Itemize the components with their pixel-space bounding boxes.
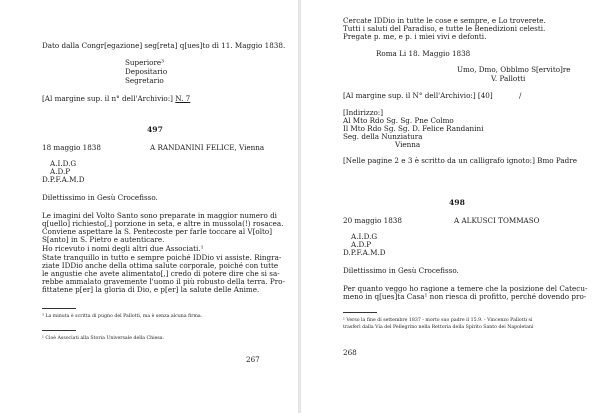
left-page <box>0 0 298 413</box>
address-city: Vienna <box>395 140 421 149</box>
body-line: Le imagini del Volto Santo sono preparate in maggior numero di <box>42 211 277 220</box>
footnote-bottom: ¹ Cioè Associati alla Storia Universale della Chiesa. <box>42 336 165 341</box>
page-number: 267 <box>246 355 260 364</box>
footnote-line: trasferì dalla Via del Pellegrino nella Rettoria della Spirito Santo dei Napoletani <box>343 325 534 330</box>
body-line: Per quanto veggo ho ragione a temere che la posizione del Catecu- <box>343 284 588 293</box>
continuation-line: Pregate p. me, e p. i miei vivi e defonti. <box>343 32 487 41</box>
abbreviation-3: D.P.F.A.M.D <box>343 248 386 257</box>
letter-number: 497 <box>147 125 163 134</box>
body-line: fittatene p[er] la gloria di Dio, e p[er] la salute delle Anime. <box>42 285 260 294</box>
address-line: Seg. della Nunziatura <box>343 132 423 141</box>
signature-segretario: Segretario <box>125 76 164 85</box>
body-line: rebbe ammalato gravemente l'uomo il più robusto della terra. Pro- <box>42 277 285 286</box>
body-line: State tranquillo in tutto e sempre poiché IDDio vi assiste. Ringra- <box>42 253 282 262</box>
abbreviation-2: A.D.P <box>50 167 71 176</box>
abbreviation-3: D.P.F.A.M.D <box>42 175 85 184</box>
signature-depositario: Depositario <box>125 67 168 76</box>
signature-superiore: Superiore³ <box>125 58 165 67</box>
body-line: q[uello] richiesto[,] porzione in seta, e altre in mussola(!) rosacea. <box>42 219 284 228</box>
footnote-rule <box>343 312 377 313</box>
margin-mark: / <box>519 91 522 100</box>
footnote-rule <box>42 308 76 309</box>
continuation-line: Cercate IDDio in tutte le cose e sempre, e Lo troverete. <box>343 16 546 25</box>
place-date: Roma Li 18. Maggio 1838 <box>376 49 471 58</box>
address-line: Al Mto Rdo Sg. Sg. Pne Colmo <box>343 116 454 125</box>
letter-date: 18 maggio 1838 <box>42 143 101 152</box>
abbreviation-2: A.D.P <box>351 240 372 249</box>
right-page <box>301 0 599 413</box>
address-line: Il Mto Rdo Sg. Sg. D. Felice Randanini <box>343 124 484 133</box>
archive-ref: N. 7 <box>175 94 191 103</box>
body-line: ziate IDDio anche della ottima salute corporale, poiché con tutte <box>42 261 279 270</box>
archive-margin-note: [Al margine sup. il n° dell'Archivio:] N. 7 <box>42 94 191 103</box>
signature: V. Pallotti <box>491 74 526 83</box>
footnote-top: ³ La minuta è scritta di pugno del Pallotti, ma è senza alcuna firma. <box>42 314 203 319</box>
continuation-line: Tutti i saluti del Paradiso, e tutte le Benedizioni celesti. <box>343 24 546 33</box>
salutation: Dilettissimo in Gesù Crocefisso. <box>343 266 459 275</box>
letter-recipient: A RANDANINI FELICE, Vienna <box>150 143 265 152</box>
body-line: meno in q[ues]ta Casa¹ non riesca di profitto, perché dovendo pro- <box>343 292 587 301</box>
salutation: Dilettissimo in Gesù Crocefisso. <box>42 193 158 202</box>
abbreviation-1: A.I.D.G <box>351 232 378 241</box>
body-line: Ho ricevuto i nomi degli altri due Associati.¹ <box>42 244 204 253</box>
pages-note: [Nelle pagine 2 e 3 è scritto da un calligrafo ignoto:] Bmo Padre <box>343 156 577 165</box>
abbreviation-1: A.I.D.G <box>50 159 77 168</box>
address-line: [Indirizzo:] <box>343 108 384 117</box>
page-number: 268 <box>343 348 357 357</box>
letter-recipient: A ALKUSCI TOMMASO <box>454 216 540 225</box>
archive-margin-note: [Al margine sup. il N° dell'Archivio:] [40] <box>343 91 493 100</box>
body-line: S[anto] in S. Pietro e autenticare. <box>42 235 165 244</box>
footnote-rule <box>42 330 76 331</box>
letter-date: 20 maggio 1838 <box>343 216 402 225</box>
intro-line: Dato dalla Congr[egazione] seg[reta] q[ues]to dì 11. Maggio 1838. <box>42 41 286 50</box>
footnote-line: ¹ Verso la fine di settembre 1837 - morto suo padre il 15.9. - Vincenzo Pallotti si <box>343 318 533 323</box>
body-line: le angustie che avete alimentato[,] credo di potere dire che si sa- <box>42 269 280 278</box>
letter-number: 498 <box>449 198 465 207</box>
closing-formula: Umo, Dmo, Obblmo S[ervito]re <box>457 65 571 74</box>
body-line: Conviene aspettare la S. Pentecoste per farle toccare al V[olto] <box>42 227 273 236</box>
